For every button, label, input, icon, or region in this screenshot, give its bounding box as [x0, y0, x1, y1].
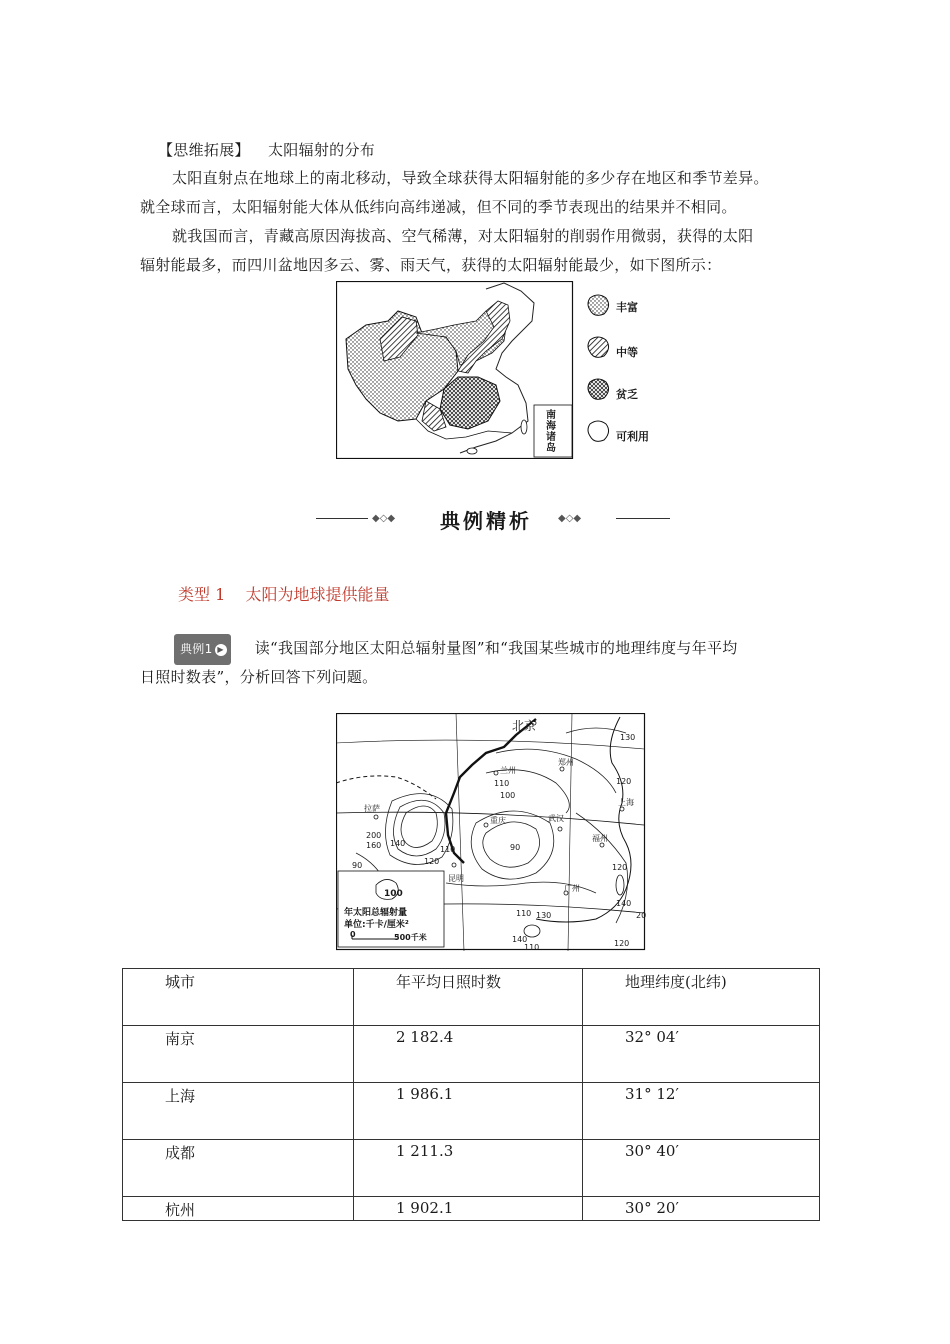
table-cell: 32° 04′	[583, 1026, 820, 1083]
city-chongqing: 重庆	[490, 816, 506, 825]
table-cell: 31° 12′	[583, 1083, 820, 1140]
extension-heading	[158, 136, 375, 165]
section-divider	[316, 505, 670, 535]
contour-label: 130	[620, 733, 636, 742]
section-title: 典例精析	[440, 509, 532, 533]
table-row	[123, 1197, 820, 1221]
table-cell: 30° 40′	[583, 1140, 820, 1197]
table-header-cell: 年平均日照时数	[354, 969, 583, 1026]
contour-label: 200	[366, 831, 382, 840]
legend-rich: 丰富	[616, 301, 638, 314]
example1-line1	[174, 634, 738, 665]
table-cell: 上海	[123, 1083, 354, 1140]
city-kunming: 昆明	[448, 874, 464, 883]
table-header-cell: 地理纬度(北纬)	[583, 969, 820, 1026]
contour-label: 110	[524, 943, 540, 952]
map1-legend-symbols	[586, 292, 616, 452]
contour-label: 110	[494, 779, 510, 788]
scale-zero: 0	[350, 930, 356, 939]
contour-label: 120	[614, 939, 630, 948]
contour-label: 140	[390, 839, 406, 848]
table-row	[123, 1026, 820, 1083]
city-lhasa: 拉萨	[364, 804, 380, 813]
diamond-ornament-left: ◆◇◆	[372, 513, 396, 524]
contour-label: 20	[636, 911, 647, 920]
city-zhengzhou: 郑州	[558, 758, 574, 767]
contour-label: 120	[616, 777, 632, 786]
table-cell: 2 182.4	[354, 1026, 583, 1083]
type1-heading	[178, 582, 389, 605]
table-header-cell: 城市	[123, 969, 354, 1026]
diamond-ornament-right: ◆◇◆	[558, 513, 582, 524]
city-beijing: 北京	[512, 719, 537, 733]
table-cell: 1 902.1	[354, 1197, 583, 1221]
contour-label: 90	[352, 861, 363, 870]
contour-label: 160	[366, 841, 382, 850]
contour-label: 120	[612, 863, 628, 872]
example-tag-label: 典例1	[180, 642, 213, 656]
table-header-row	[123, 969, 820, 1026]
table-cell: 1 986.1	[354, 1083, 583, 1140]
extension-subtitle: 太阳辐射的分布	[267, 141, 376, 159]
city-fuzhou: 福州	[592, 834, 608, 843]
contour-label: 100	[500, 791, 516, 800]
play-icon: ▶	[215, 644, 227, 656]
table-row	[123, 1083, 820, 1140]
scale-label: 500千米	[394, 933, 427, 942]
city-wuhan: 武汉	[548, 814, 564, 823]
extension-p1-line2: 就全球而言，太阳辐射能大体从低纬向高纬递减，但不同的季节表现出的结果并不相同。	[140, 198, 737, 216]
table-cell: 30° 20′	[583, 1197, 820, 1221]
contour-label: 140	[616, 899, 632, 908]
example-tag	[174, 634, 231, 665]
legend-isoline-value: 100	[384, 889, 403, 899]
city-lanzhou: 兰州	[500, 766, 516, 775]
extension-title: 【思维拓展】	[158, 141, 250, 159]
table-cell: 杭州	[123, 1197, 354, 1221]
table-row	[123, 1140, 820, 1197]
map1-inset-label: 南海诸岛	[546, 410, 556, 454]
legend-poor: 贫乏	[616, 388, 638, 401]
contour-label: 120	[424, 857, 440, 866]
table-cell: 1 211.3	[354, 1140, 583, 1197]
city-sunshine-table	[122, 968, 820, 1221]
legend-isoline-title: 年太阳总辐射量	[344, 908, 408, 918]
contour-label: 130	[536, 911, 552, 920]
type1-label: 类型 1	[178, 585, 226, 604]
table-cell: 南京	[123, 1026, 354, 1083]
city-guangzhou: 广州	[564, 884, 580, 893]
legend-isoline-unit: 单位:千卡/厘米²	[344, 920, 409, 930]
type1-title: 太阳为地球提供能量	[245, 585, 390, 604]
legend-usable: 可利用	[616, 430, 649, 443]
china-radiation-map	[336, 281, 576, 459]
extension-p1-line1: 太阳直射点在地球上的南北移动，导致全球获得太阳辐射能的多少存在地区和季节差异。	[172, 169, 769, 187]
map2-labels	[336, 713, 646, 951]
contour-label: 110	[440, 845, 456, 854]
contour-label: 110	[516, 909, 532, 918]
example1-text1: 读“我国部分地区太阳总辐射量图”和“我国某些城市的地理纬度与年平均	[254, 639, 738, 657]
legend-medium: 中等	[616, 346, 638, 359]
contour-label: 140	[512, 935, 528, 944]
extension-p2-line2: 辐射能最多，而四川盆地因多云、雾、雨天气，获得的太阳辐射能最少，如下图所示：	[140, 256, 722, 274]
extension-p2-line1: 就我国而言，青藏高原因海拔高、空气稀薄，对太阳辐射的削弱作用微弱，获得的太阳	[172, 227, 754, 245]
table-cell: 成都	[123, 1140, 354, 1197]
city-shanghai: 上海	[618, 798, 634, 807]
example1-line2: 日照时数表”，分析回答下列问题。	[140, 668, 378, 686]
contour-label: 90	[510, 843, 521, 852]
